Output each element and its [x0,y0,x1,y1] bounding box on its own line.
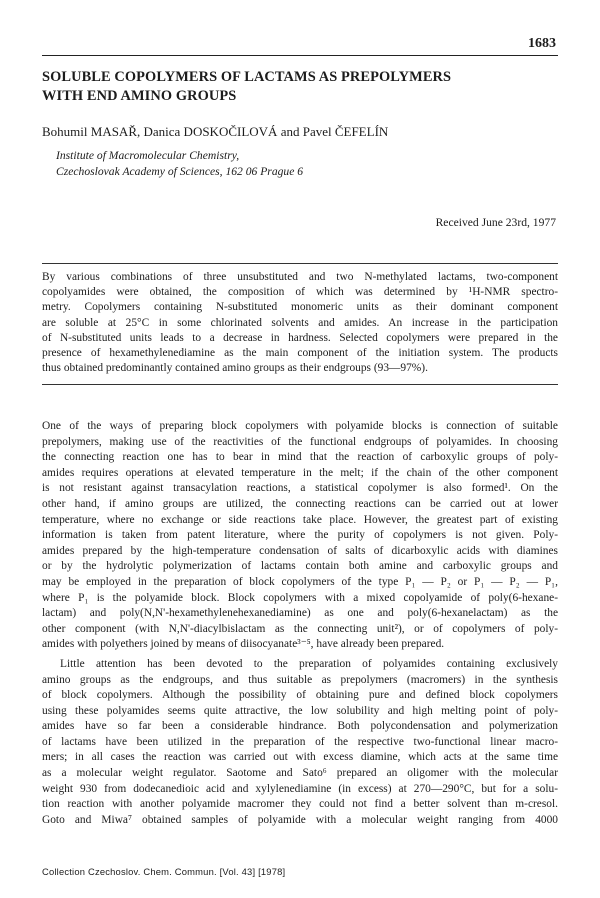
affiliation-line-1: Institute of Macromolecular Chemistry, [56,149,240,162]
body-line: the connecting reaction one has to bear in mind that the reaction of carboxylic groups of poly- [42,451,558,464]
body-line: may be employed in the preparation of block copolymers of the type P₁ — P₂ or P₁ — P₂ — P₁, [42,575,558,588]
abstract [42,270,558,376]
affiliation-line-2: Czechoslovak Academy of Sciences, 162 06 Prague 6 [56,165,304,178]
body-line: of block copolymers. Although the possibility of obtaining pure and defined block copolymers [42,689,558,702]
journal-footer: Collection Czechoslov. Chem. Commun. [Vol. 43] [1978] [42,866,286,877]
body-line: tion reaction with another polyamide macromer they could not find a better solvent than m-cresol. [42,798,558,811]
paragraph-2 [42,657,558,829]
body-line: mers; in all cases the reaction was carried out with excess diamine, which acts at the same time [42,751,558,764]
body-line: as a molecular weight regulator. Saotome and Sato⁶ prepared an oligomer with the molecular [42,767,558,780]
title-line-1: SOLUBLE COPOLYMERS OF LACTAMS AS PREPOLYMERS [42,69,452,85]
body-line: One of the ways of preparing block copolymers with polyamide blocks is connection of suitable [42,420,558,432]
body-line: using these polyamides seems quite attractive, the low solubility and high melting point of poly- [42,704,558,717]
body-line: amino groups as the endgroups, and thus suitable as prepolymers (macromers) in the synthesis [42,673,558,686]
received-date: Received June 23rd, 1977 [435,216,556,229]
body-line: temperature, where no exchange or side reactions take place. However, the greatest part of existing [42,513,558,526]
body-line: amides requires operations at elevated temperature in the melt; if the chain of the other component [42,466,558,479]
body-line: Little attention has been devoted to the preparation of polyamides containing exclusively [60,657,558,670]
paragraph-1 [42,419,558,653]
body-line: lactam) and poly(N,N'-hexamethylenehexanediamine) as one and poly(6-hexanelactam) as the [42,607,558,620]
body-line: weight 930 from dodecanedioic acid and xylylenediamine (in excess) at 270—290°C, but for a solu- [42,782,558,795]
abstract-bottom-rule [42,384,558,385]
body-line: amides with polyethers joined by means of diisocyanate³⁻⁵, have already been prepared. [42,638,445,651]
abstract-line: thus obtained predominantly contained amino groups as their endgroups (93—97%). [42,362,428,375]
title-line-2: WITH END AMINO GROUPS [42,88,237,104]
abstract-line: By various combinations of three unsubstituted and two N-methylated lactams, two-component [42,271,558,283]
affiliation [56,148,303,180]
header-rule [42,55,558,56]
body-line: of lactams have been utilized in the preparation of the respective two-functional linear macro- [42,735,558,748]
abstract-line: presence of hexamethylenediamine as the main component of the initiation system. The products [42,347,558,360]
abstract-line: metry. Copolymers containing N-substituted monomeric units as their dominant component [42,301,558,314]
body-line: information is taken from patent literature, where the purity of copolymers is not given. Poly- [42,529,558,542]
body-line: or by the hydrolytic polymerization of lactams contain both amine and carboxylic groups and [42,560,558,573]
author-list: Bohumil MASAŘ, Danica DOSKOČILOVÁ and Pavel ČEFELÍN [42,124,389,139]
body-line: is not resistant against transacylation reactions, a statistical copolymer is also formed¹. On the [42,482,558,495]
body-line: other hand, if amino groups are utilized, the connecting reactions can be carried out at lower [42,497,558,510]
body-line: amides have so far been a considerable hindrance. Both polycondensation and polymerization [42,720,558,733]
article-title [42,68,558,106]
abstract-line: of N-substituted units leads to a decrease in hardness. Selected copolymers were prepared in the [42,331,558,344]
body-line: where P₁ is the polyamide block. Block copolymers with a mixed copolyamide of poly(6-hexane- [42,591,558,604]
body-line: amides prepared by the high-temperature condensation of salts of dicarboxylic acids with diamines [42,544,558,557]
abstract-line: copolyamides were obtained, the composition of which was determined by ¹H-NMR spectro- [42,286,558,299]
body-line: other component (with N,N'-diacylbislactam as the connecting unit²), or of copolymers of poly- [42,622,558,635]
body-line: Goto and Miwa⁷ obtained samples of polyamide with a molecular weight ranging from 4000 [42,813,558,826]
page-number: 1683 [528,36,556,51]
body-line: prepolymers, making use of the reactivities of the functional endgroups of polyamides. In choosing [42,435,558,448]
abstract-line: are soluble at 25°C in some chlorinated solvents and amides. An increase in the participation [42,316,558,329]
article-body [42,419,558,828]
abstract-top-rule [42,263,558,264]
